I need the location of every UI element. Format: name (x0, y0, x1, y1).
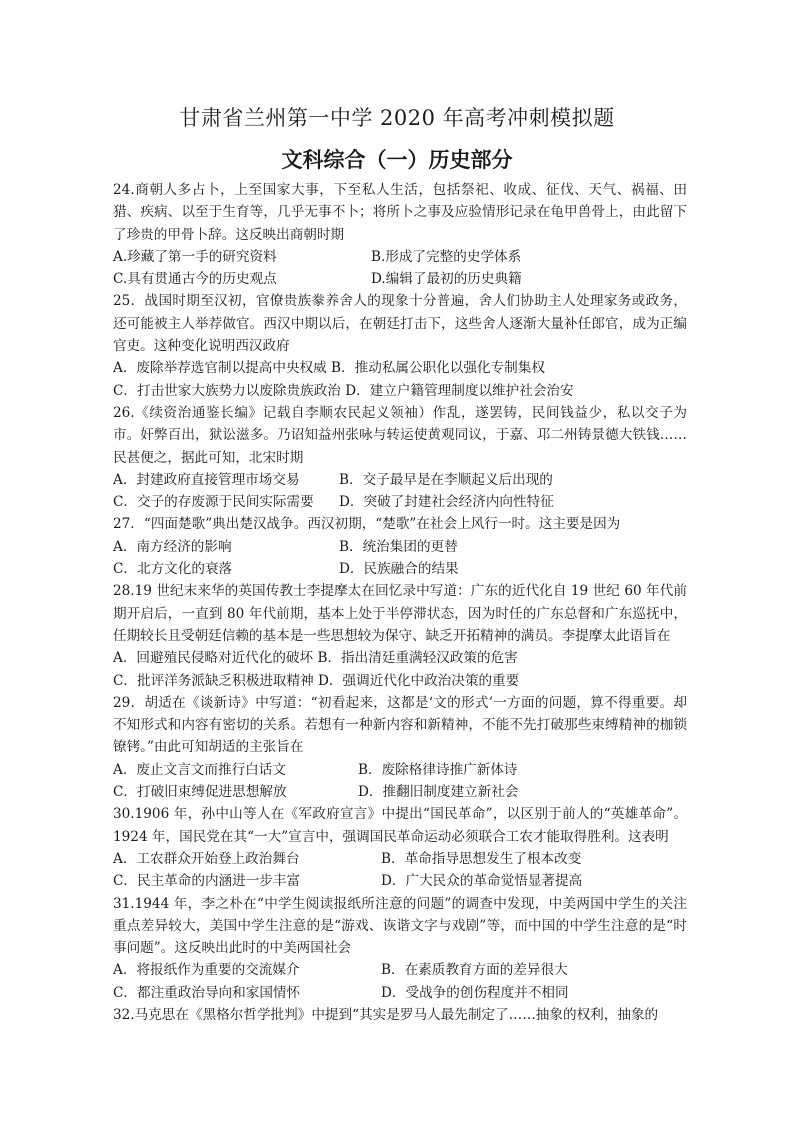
option-row (113, 268, 687, 290)
option-b: B．废除格律诗推广新体诗 (358, 761, 518, 778)
option-row (113, 469, 687, 491)
option-c: C．北方文化的衰落 (113, 561, 233, 578)
option-a: A．南方经济的影响 (113, 538, 232, 555)
question-32 (113, 1004, 687, 1026)
option-b: B．革命指导思想发生了根本改变 (381, 850, 582, 867)
option-ab: A．废除举荐选官制以提高中央权威 B．推动私属公职化以强化专制集权 (113, 360, 545, 377)
option-c: C．交子的存废源于民间实际需要 (113, 494, 314, 511)
question-26 (113, 402, 687, 513)
option-c: C．打破旧束缚促进思想解放 (113, 784, 287, 801)
option-d: D．突破了封建社会经济内向性特征 (339, 494, 554, 511)
option-d: D．推翻旧制度建立新社会 (358, 784, 519, 801)
question-24 (113, 179, 687, 290)
option-row (113, 781, 687, 803)
option-a: A．废止文言文而推行白话文 (113, 761, 286, 778)
question-stem: 24.商朝人多占卜，上至国家大事，下至私人生活，包括祭祀、收成、征伐、天气、祸福、田猎、疾病、以至于生育等，几乎无事不卜；将所卜之事及应验情形记录在龟甲兽骨上，由此留下了珍贵的甲骨卜辞。这反映出商朝时期 (113, 182, 687, 243)
question-list (113, 179, 687, 1026)
question-stem: 27．“四面楚歌”典出楚汉战争。西汉初期，“楚歌”在社会上风行一时。这主要是因为 (113, 516, 621, 533)
option-row (113, 959, 687, 981)
option-a: A.珍藏了第一手的研究资料 (113, 248, 277, 265)
question-30 (113, 803, 687, 892)
page-subtitle: 文科综合（一）历史部分 (281, 147, 513, 172)
option-c: C．都注重政治导向和家国情怀 (113, 984, 301, 1001)
option-c: C．民主革命的内涵进一步丰富 (113, 873, 301, 890)
option-c: C.具有贯通古今的历史观点 (113, 271, 277, 288)
question-29 (113, 692, 687, 803)
question-stem: 30.1906 年，孙中山等人在《军政府宣言》中提出“国民革命”，以区别于前人的“英雄革命”。1924 年，国民党在其“一大”宣言中，强调国民革命运动必须联合工农才能取得胜利。这表明 (113, 806, 687, 845)
option-a: A．将报纸作为重要的交流媒介 (113, 962, 300, 979)
option-d: D.编辑了最初的历史典籍 (371, 271, 522, 288)
option-row (113, 246, 687, 268)
option-row (113, 848, 687, 870)
option-b: B.形成了完整的史学体系 (371, 248, 522, 265)
option-row (113, 558, 687, 580)
question-31 (113, 893, 687, 1004)
option-d: D．受战争的创伤程度并不相同 (381, 984, 569, 1001)
question-stem: 28.19 世纪末来华的英国传教士李提摩太在回忆录中写道：广东的近代化自 19 世纪 60 年代前期开启后，一直到 80 年代前期，基本上处于半停滞状态，因为时任的广东总督和广东巡抚中，任期较长且受朝廷信赖的基本是一些思想较为保守、缺乏开拓精神的满员。李提摩太此语旨在 (113, 583, 687, 644)
page-title: 甘肃省兰州第一中学 2020 年高考冲刺模拟题 (179, 106, 615, 130)
question-stem: 32.马克思在《黑格尔哲学批判》中提到“其实是罗马人最先制定了……抽象的权利，抽象的 (113, 1006, 659, 1023)
option-d: D．广大民众的革命觉悟显著提高 (381, 873, 583, 890)
option-row (113, 491, 687, 513)
option-row (113, 759, 687, 781)
option-b: B．在素质教育方面的差异很大 (381, 962, 568, 979)
question-stem: 26.《续资治通鉴长编》记载自李顺农民起义领袖）作乱，遂罢铸，民间钱益少，私以交子为市。奸弊百出，狱讼滋多。乃诏知益州张咏与转运使黄观同议，于嘉、邛二州铸景德大铁钱……民甚便之，据此可知，北宋时期 (113, 404, 687, 466)
option-row (113, 536, 687, 558)
question-28 (113, 580, 687, 691)
question-25 (113, 290, 687, 401)
option-b: B．交子最早是在李顺起义后出现的 (339, 471, 553, 488)
option-cd: C．打击世家大族势力以废除贵族政治 D．建立户籍管理制度以维护社会治安 (113, 382, 574, 399)
option-ab: A．回避殖民侵略对近代化的破坏 B．指出清廷重满轻汉政策的危害 (113, 650, 518, 667)
question-stem: 29．胡适在《谈新诗》中写道：“初看起来，这都是‘文的形式’一方面的问题，算不得重要。却不知形式和内容有密切的关系。若想有一种新内容和新精神，不能不先打破那些束缚精神的枷锁镣铐。”由此可知胡适的主张旨在 (113, 694, 687, 756)
option-cd: C．批评洋务派缺乏积极进取精神 D．强调近代化中政治决策的重要 (113, 672, 520, 689)
question-stem: 31.1944 年，李之朴在“中学生阅读报纸所注意的问题”的调查中发现，中美两国中学生的关注重点差异较大，美国中学生注意的是“游戏、诙谐文字与戏剧”等，而中国的中学生注意的是“时事问题”。这反映出此时的中美两国社会 (113, 895, 687, 957)
option-row (113, 982, 687, 1004)
option-d: D．民族融合的结果 (339, 561, 459, 578)
option-a: A．工农群众开始登上政治舞台 (113, 850, 300, 867)
question-stem: 25．战国时期至汉初，官僚贵族豢养舍人的现象十分普遍，舍人们协助主人处理家务或政务，还可能被主人举荐做官。西汉中期以后，在朝廷打击下，这些舍人逐渐大量补任郎官，成为正编官吏。这种变化说明西汉政府 (113, 293, 687, 355)
option-b: B．统治集团的更替 (339, 538, 458, 555)
option-row (113, 870, 687, 892)
question-27 (113, 513, 687, 580)
option-a: A．封建政府直接管理市场交易 (113, 471, 300, 488)
